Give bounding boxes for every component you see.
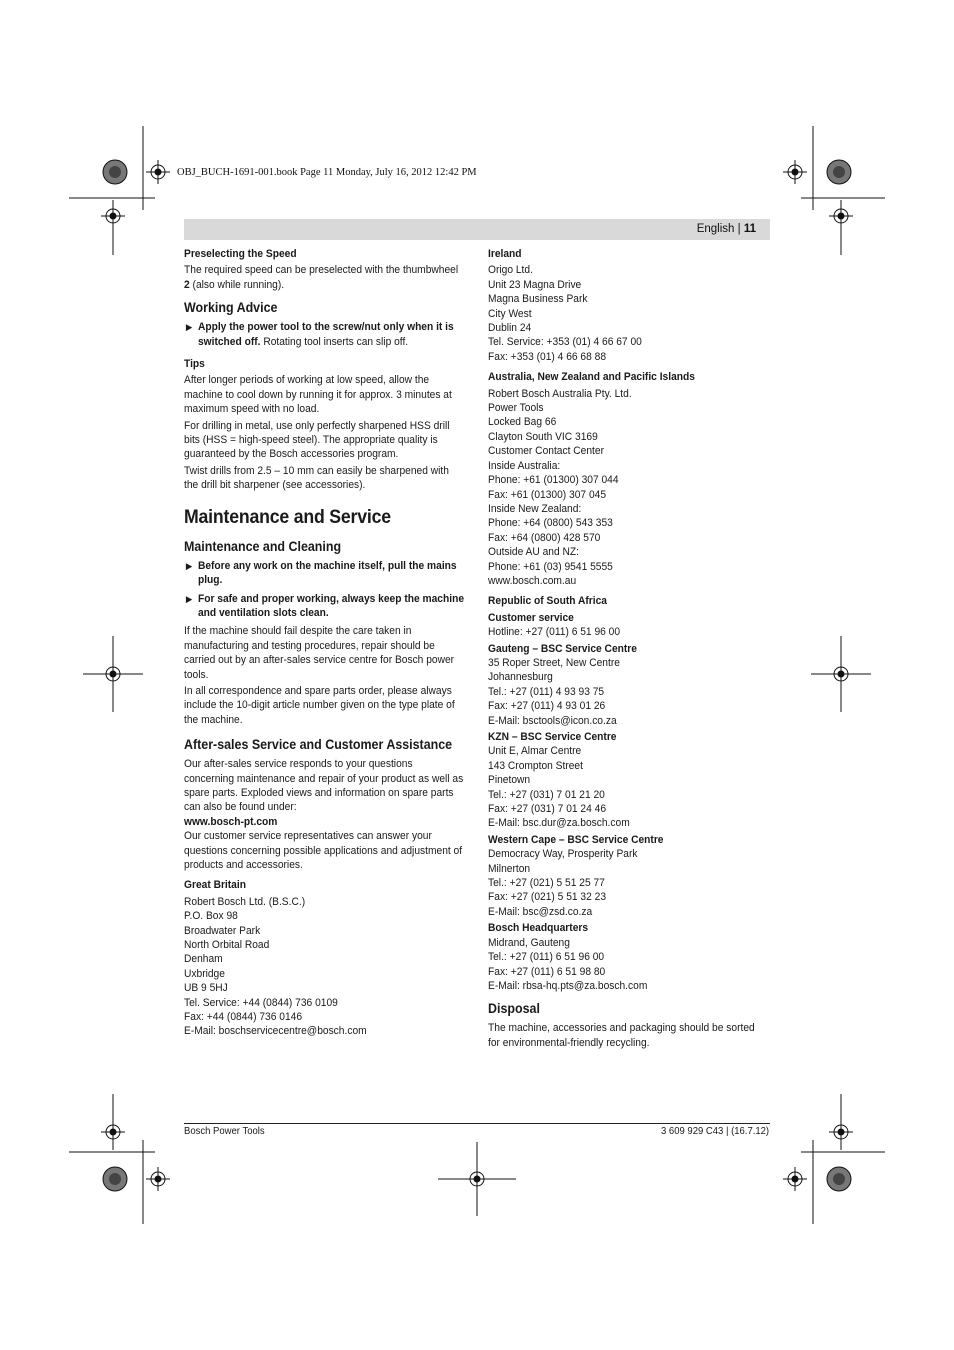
address-line: Customer Contact Center [488,445,604,458]
header-language: English [696,223,735,235]
address-line[interactable]: E-Mail: bsc.dur@za.bosch.com [488,817,630,830]
address-line: 35 Roper Street, New Centre [488,656,620,669]
gauteng-address [488,656,769,728]
western-cape-address [488,847,769,919]
address-line: Locked Bag 66 [488,416,557,429]
address-line: Robert Bosch Ltd. (B.S.C.) [184,895,306,908]
address-line: Inside New Zealand: [488,502,582,515]
footer-left: Bosch Power Tools [184,1126,265,1137]
address-line: Robert Bosch Australia Pty. Ltd. [488,387,632,400]
kzn-heading: KZN – BSC Service Centre [488,731,617,743]
address-line: Milnerton [488,862,531,875]
address-line: City West [488,307,532,320]
tips-paragraph-2: For drilling in metal, use only perfectly sharpened HSS drill bits (HSS = high-speed steel). The appropriate quality is guaranteed by the Bosch accessories program. [184,419,450,461]
address-line: Tel.: +27 (021) 5 51 25 77 [488,877,605,890]
address-line: Uxbridge [184,967,225,980]
print-slug: OBJ_BUCH-1691-001.book Page 11 Monday, July 16, 2012 12:42 PM [177,167,477,178]
address-line[interactable]: www.bosch.com.au [488,574,577,587]
address-line: Clayton South VIC 3169 [488,430,598,443]
address-line: Fax: +64 (0800) 428 570 [488,531,601,544]
maintenance-cleaning-heading: Maintenance and Cleaning [184,538,342,554]
address-line: Tel.: +27 (011) 4 93 93 75 [488,685,605,698]
working-advice-bullet: ▶ Apply the power tool to the screw/nut only when it is switched off. Rotating tool inserts can slip off. [185,321,454,348]
address-line: Johannesburg [488,671,553,684]
working-advice-heading: Working Advice [184,300,278,316]
tips-paragraph-1: After longer periods of working at low speed, allow the machine to cool down by running it for approx. 3 minutes at maximum speed with no load. [184,374,452,416]
page-number: 11 [743,223,756,235]
footer-right: 3 609 929 C43 | (16.7.12) [661,1126,770,1137]
south-africa-heading: Republic of South Africa [488,595,607,608]
bullet-triangle-icon: ▶ [185,322,193,333]
address-line: North Orbital Road [184,939,270,952]
after-sales-url[interactable]: www.bosch-pt.com [184,815,278,828]
great-britain-heading: Great Britain [184,879,246,892]
footer-rule [184,1123,770,1124]
tips-heading: Tips [184,358,205,371]
address-line: Fax: +27 (011) 6 51 98 80 [488,965,606,978]
address-line: 143 Crompton Street [488,759,583,772]
right-column [488,247,769,1050]
address-line: Magna Business Park [488,293,588,306]
disposal-text: The machine, accessories and packaging should be sorted for environmental-friendly recycling. [488,1022,755,1049]
address-line: Dublin 24 [488,322,532,335]
bosch-hq-heading: Bosch Headquarters [488,922,589,935]
maintenance-heading: Maintenance and Service [184,506,391,528]
customer-service-hotline: Hotline: +27 (011) 6 51 96 00 [488,626,621,639]
address-line: Phone: +61 (01300) 307 044 [488,474,619,487]
address-line: Phone: +64 (0800) 543 353 [488,517,613,530]
maintenance-paragraph-2: In all correspondence and spare parts order, please always include the 10-digit article number given on the type plate of the machine. [184,684,455,726]
address-line[interactable]: E-Mail: boschservicecentre@bosch.com [184,1025,367,1038]
address-line: Denham [184,953,223,966]
bosch-hq-address [488,936,769,994]
page-header-bar [184,219,770,240]
kzn-address [488,744,769,830]
address-line[interactable]: E-Mail: rbsa-hq.pts@za.bosch.com [488,979,648,992]
address-line[interactable]: E-Mail: bsctools@icon.co.za [488,714,617,727]
address-line: Power Tools [488,402,544,415]
address-line: Unit 23 Magna Drive [488,278,582,291]
address-line: Broadwater Park [184,924,261,937]
after-sales-paragraph-1: Our after-sales service responds to your questions concerning maintenance and repair of your product as well as spare parts. Exploded views and information on spare parts can also be found under: [184,758,464,814]
address-line: Unit E, Almar Centre [488,745,582,758]
western-cape-heading: Western Cape – BSC Service Centre [488,833,664,846]
address-line: Outside AU and NZ: [488,546,579,559]
disposal-heading: Disposal [488,1001,540,1017]
after-sales-paragraph-2: Our customer service representatives can answer your questions concerning possible applications and adjustment of products and accessories. [184,830,463,871]
maintenance-paragraph-1: If the machine should fail despite the care taken in manufacturing and testing procedures, repair should be carried out by an after-sales service centre for Bosch power tools. [184,625,455,681]
address-line: Fax: +27 (021) 5 51 32 23 [488,891,607,904]
great-britain-address [184,895,465,1039]
customer-service-heading: Customer service [488,611,574,624]
address-line: Fax: +44 (0844) 736 0146 [184,1011,303,1024]
address-line: Fax: +353 (01) 4 66 68 88 [488,350,607,363]
address-line: Tel.: +27 (031) 7 01 21 20 [488,788,605,801]
address-line: Democracy Way, Prosperity Park [488,848,638,861]
left-column [184,247,465,1039]
address-line: Fax: +27 (011) 4 93 01 26 [488,700,606,713]
bullet-triangle-icon: ▶ [185,560,193,571]
maintenance-bullet-1: ▶ Before any work on the machine itself, pull the mains plug. [185,559,457,587]
page-header [697,223,756,235]
gauteng-heading: Gauteng – BSC Service Centre [488,642,637,655]
ireland-heading: Ireland [488,248,522,260]
address-line: Phone: +61 (03) 9541 5555 [488,560,613,573]
preselect-heading: Preselecting the Speed [184,248,297,260]
ireland-address [488,263,769,364]
address-line: P.O. Box 98 [184,910,238,923]
australia-address [488,387,769,589]
address-line: Inside Australia: [488,459,561,472]
preselect-text: The required speed can be preselected with the thumbwheel 2 (also while running). [184,264,459,291]
address-line: Midrand, Gauteng [488,936,570,949]
address-line: Tel. Service: +353 (01) 4 66 67 00 [488,336,642,349]
header-separator: | [734,223,744,235]
australia-heading: Australia, New Zealand and Pacific Islands [488,371,695,384]
address-line[interactable]: E-Mail: bsc@zsd.co.za [488,905,593,918]
address-line: UB 9 5HJ [184,982,228,995]
address-line: Pinetown [488,774,531,787]
after-sales-heading: After-sales Service and Customer Assistance [184,737,453,753]
address-line: Fax: +27 (031) 7 01 24 46 [488,803,607,816]
bullet-triangle-icon: ▶ [185,593,193,604]
address-line: Origo Ltd. [488,264,533,277]
tips-paragraph-3: Twist drills from 2.5 – 10 mm can easily be sharpened with the drill bit sharpener (see accessories). [184,464,449,492]
address-line: Fax: +61 (01300) 307 045 [488,488,607,501]
address-line: Tel. Service: +44 (0844) 736 0109 [184,996,338,1009]
maintenance-bullet-2: ▶ For safe and proper working, always keep the machine and ventilation slots clean. [185,592,465,619]
address-line: Tel.: +27 (011) 6 51 96 00 [488,951,605,964]
